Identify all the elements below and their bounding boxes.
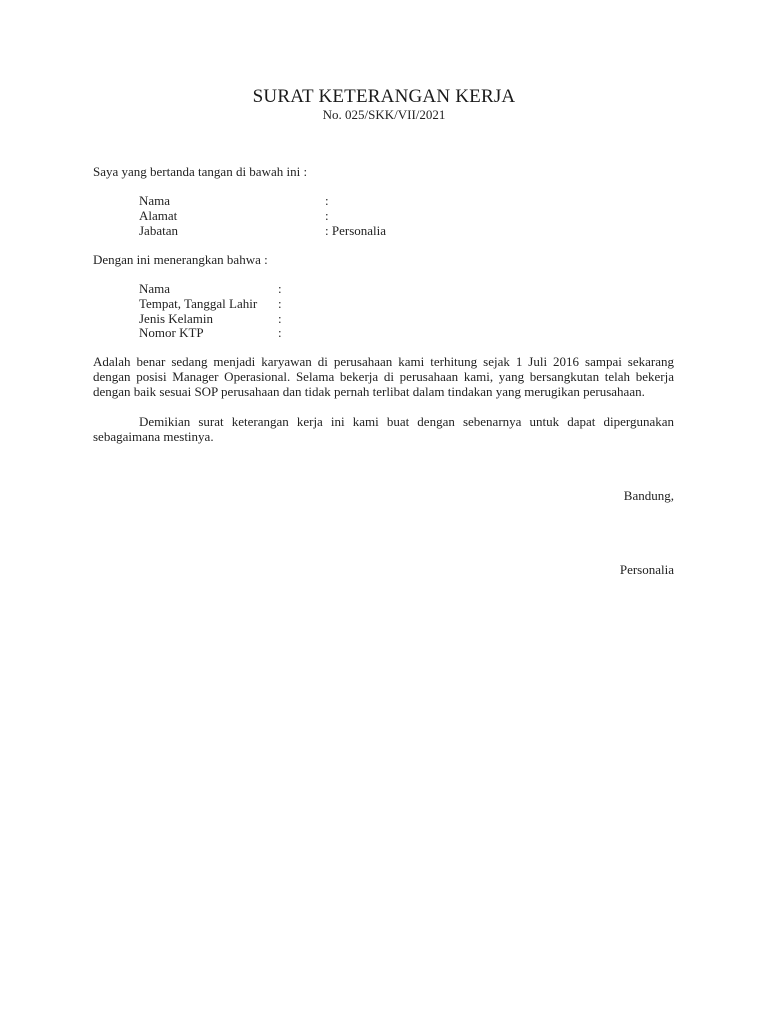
employee-name-value: :: [278, 281, 282, 296]
closing-paragraph-line: sebagaimana mestinya.: [93, 429, 214, 444]
employee-name-label: Nama: [139, 281, 171, 296]
signature-title: Personalia: [619, 562, 674, 577]
employee-id-value: :: [278, 325, 282, 340]
letter-title: SURAT KETERANGAN KERJA: [252, 86, 516, 107]
signer-name-label: Nama: [139, 193, 171, 208]
employment-paragraph-line: Adalah benar sedang menjadi karyawan di perusahaan kami terhitung sejak 1 Juli 2016 sampai sekarang: [93, 354, 674, 369]
employee-birth-value: :: [278, 296, 282, 311]
place-date: Bandung,: [623, 488, 674, 503]
signer-address-label: Alamat: [139, 208, 178, 223]
signer-address-value: :: [325, 208, 329, 223]
letter-number: No. 025/SKK/VII/2021: [322, 107, 446, 122]
closing-paragraph: [93, 414, 674, 444]
employee-gender-value: :: [278, 311, 282, 326]
signer-position-label: Jabatan: [139, 223, 178, 238]
employee-gender-label: Jenis Kelamin: [139, 311, 214, 326]
closing-paragraph-line: Demikian surat keterangan kerja ini kami buat dengan sebenarnya untuk dapat dipergunakan: [139, 414, 674, 429]
employee-id-label: Nomor KTP: [139, 325, 204, 340]
employment-paragraph-line: dengan baik sesuai SOP perusahaan dan tidak pernah terlibat dalam tindakan yang merugikan perusahaan.: [93, 384, 645, 399]
intro-text: Saya yang bertanda tangan di bawah ini :: [93, 164, 308, 179]
signer-position-value: : Personalia: [325, 223, 387, 238]
employment-paragraph-line: dengan posisi Manager Operasional. Selama bekerja di perusahaan kami, yang bersangkutan telah bekerja: [93, 369, 674, 384]
employee-birth-label: Tempat, Tanggal Lahir: [139, 296, 258, 311]
declaration-text: Dengan ini menerangkan bahwa :: [93, 252, 268, 267]
signer-name-value: :: [325, 193, 329, 208]
employment-paragraph: [93, 354, 674, 399]
